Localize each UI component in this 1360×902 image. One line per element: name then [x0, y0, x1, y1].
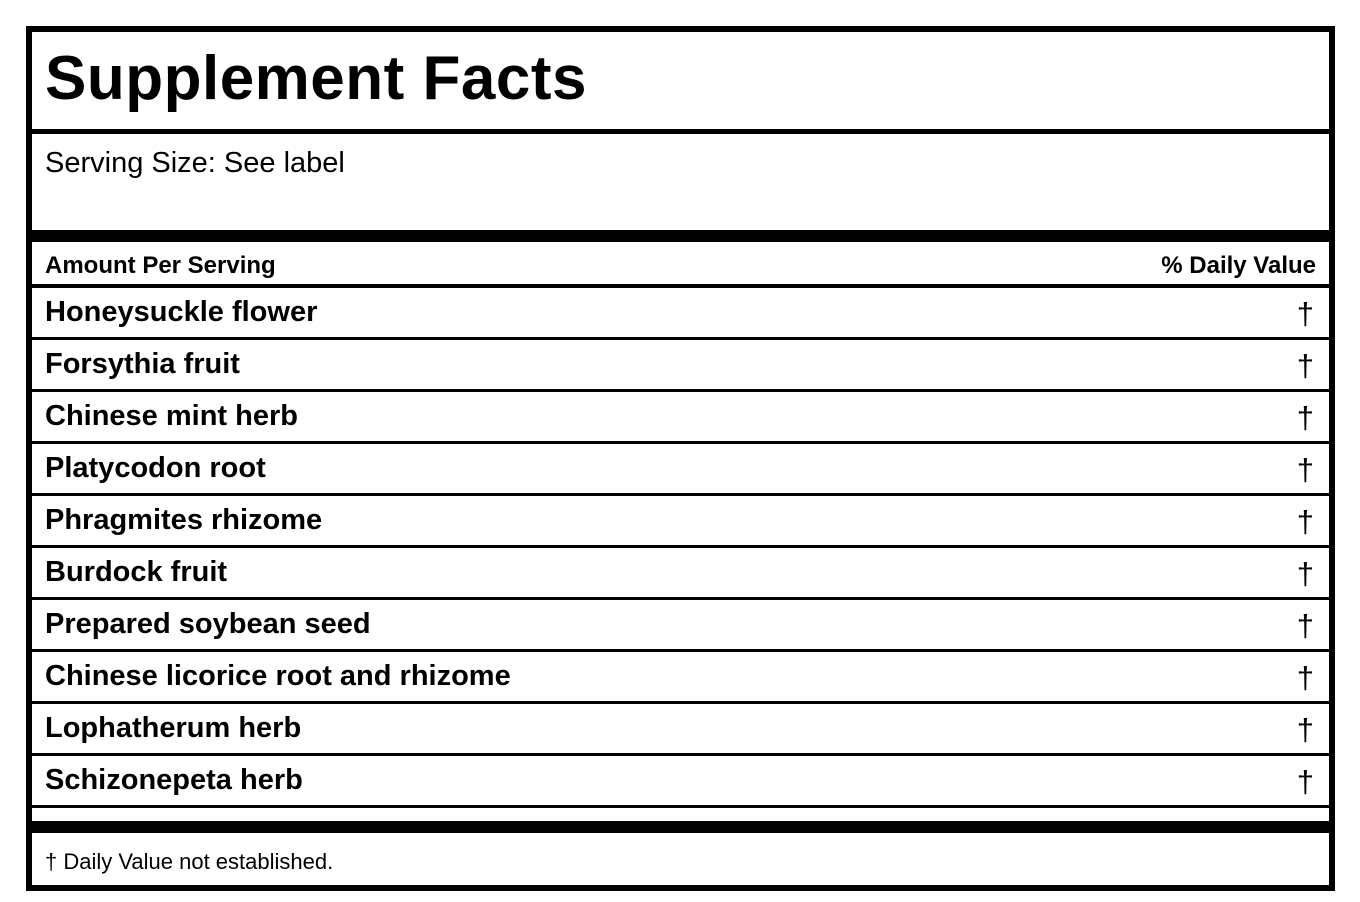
footnote: † Daily Value not established.: [45, 849, 334, 874]
ingredient-row: [32, 756, 1329, 808]
title-section: [32, 32, 1329, 134]
ingredient-row: [32, 548, 1329, 600]
ingredient-name: Chinese licorice root and rhizome: [45, 660, 511, 692]
ingredient-row: [32, 652, 1329, 704]
label-title: Supplement Facts: [45, 44, 587, 113]
ingredient-daily-value: †: [1296, 400, 1314, 435]
ingredient-row: [32, 392, 1329, 444]
serving-size: Serving Size: See label: [45, 147, 345, 179]
ingredient-daily-value: †: [1296, 348, 1314, 383]
ingredient-daily-value: †: [1296, 504, 1314, 539]
thick-divider-top: [32, 230, 1329, 242]
ingredient-name: Lophatherum herb: [45, 712, 302, 744]
ingredient-name: Prepared soybean seed: [45, 608, 371, 640]
daily-value-header: % Daily Value: [1161, 252, 1316, 279]
ingredient-name: Burdock fruit: [45, 556, 228, 588]
ingredient-name: Phragmites rhizome: [45, 504, 323, 536]
supplement-facts-label: [26, 26, 1335, 891]
serving-section: [32, 134, 1329, 230]
ingredient-list: [32, 288, 1329, 808]
ingredient-daily-value: †: [1296, 296, 1314, 331]
ingredient-daily-value: †: [1296, 764, 1314, 799]
ingredient-daily-value: †: [1296, 712, 1314, 747]
ingredient-row: [32, 600, 1329, 652]
ingredient-row: [32, 704, 1329, 756]
ingredient-name: Schizonepeta herb: [45, 764, 303, 796]
ingredient-row: [32, 444, 1329, 496]
ingredient-daily-value: †: [1296, 452, 1314, 487]
ingredient-daily-value: †: [1296, 556, 1314, 591]
thick-divider-bottom: [32, 821, 1329, 833]
ingredient-row: [32, 496, 1329, 548]
ingredient-name: Chinese mint herb: [45, 400, 298, 432]
ingredient-name: Forsythia fruit: [45, 348, 240, 380]
ingredient-daily-value: †: [1296, 608, 1314, 643]
amount-per-serving-header: Amount Per Serving: [45, 252, 276, 279]
ingredient-row: [32, 340, 1329, 392]
ingredient-name: Platycodon root: [45, 452, 266, 484]
ingredient-row: [32, 288, 1329, 340]
ingredient-daily-value: †: [1296, 660, 1314, 695]
ingredient-name: Honeysuckle flower: [45, 296, 318, 328]
column-header-row: [32, 242, 1329, 288]
